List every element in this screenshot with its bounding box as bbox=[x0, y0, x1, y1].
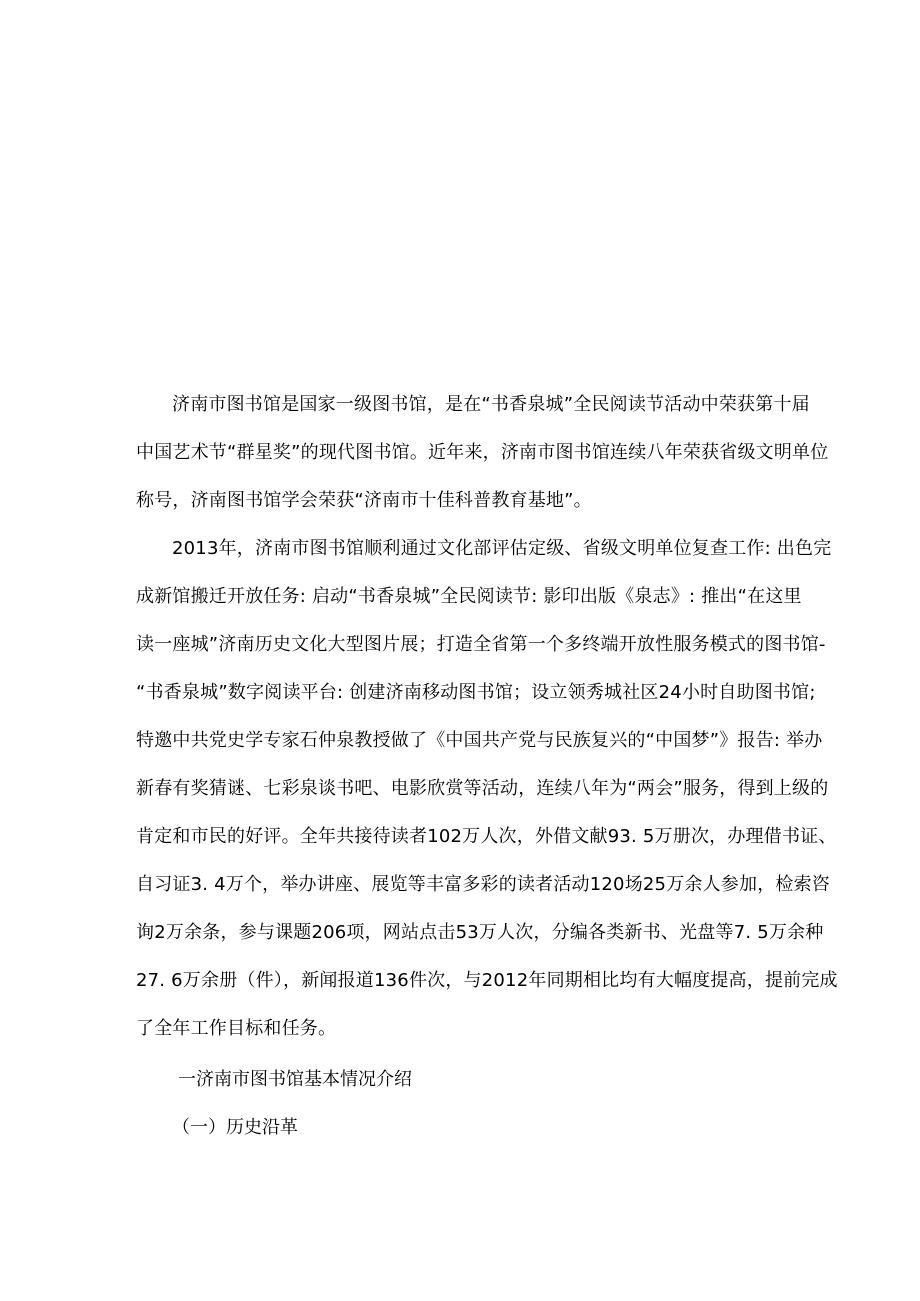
paragraph-line: 2013年，济南市图书馆顺利通过文化部评估定级、省级文明单位复查工作: 出色完 bbox=[172, 538, 832, 559]
paragraph-line: 称号，济南图书馆学会荣获“济南市十佳科普教育基地”。 bbox=[136, 490, 592, 511]
paragraph-line: “书香泉城”数字阅读平台: 创建济南移动图书馆；设立领秀城社区24小时自助图书馆; bbox=[136, 682, 816, 703]
paragraph-line: 特邀中共党史学专家石仲泉教授做了《中国共产党与民族复兴的“中国梦”》报告: 举办 bbox=[136, 730, 823, 751]
section-heading: 一济南市图书馆基本情况介绍 bbox=[178, 1069, 412, 1090]
paragraph-line: 自习证3. 4万个，举办讲座、展览等丰富多彩的读者活动120场25万余人参加，检索咨 bbox=[136, 874, 831, 895]
paragraph-line: 了全年工作目标和任务。 bbox=[136, 1018, 337, 1039]
subsection-heading: （一）历史沿革 bbox=[172, 1117, 298, 1138]
paragraph-line: 询2万余条，参与课题206项，网站点击53万人次，分编各类新书、光盘等7. 5万余种 bbox=[136, 922, 824, 943]
paragraph-line: 中国艺术节“群星奖”的现代图书馆。近年来，济南市图书馆连续八年荣获省级文明单位 bbox=[136, 442, 829, 463]
paragraph-line: 肯定和市民的好评。全年共接待读者102万人次，外借文献93. 5万册次，办理借书证、 bbox=[136, 826, 837, 847]
paragraph-line: 成新馆搬迁开放任务: 启动“书香泉城”全民阅读节: 影印出版《泉志》: 推出“在这里 bbox=[136, 586, 802, 607]
paragraph-line: 读一座城”济南历史文化大型图片展；打造全省第一个多终端开放性服务模式的图书馆- bbox=[136, 634, 826, 655]
paragraph-line: 济南市图书馆是国家一级图书馆，是在“书香泉城”全民阅读节活动中荣获第十届 bbox=[172, 394, 810, 415]
paragraph-line: 新春有奖猜谜、七彩泉谈书吧、电影欣赏等活动，连续八年为“两会”服务，得到上级的 bbox=[136, 778, 829, 799]
paragraph-line: 27. 6万余册（件），新闻报道136件次，与2012年同期相比均有大幅度提高，提前完成 bbox=[136, 970, 838, 991]
